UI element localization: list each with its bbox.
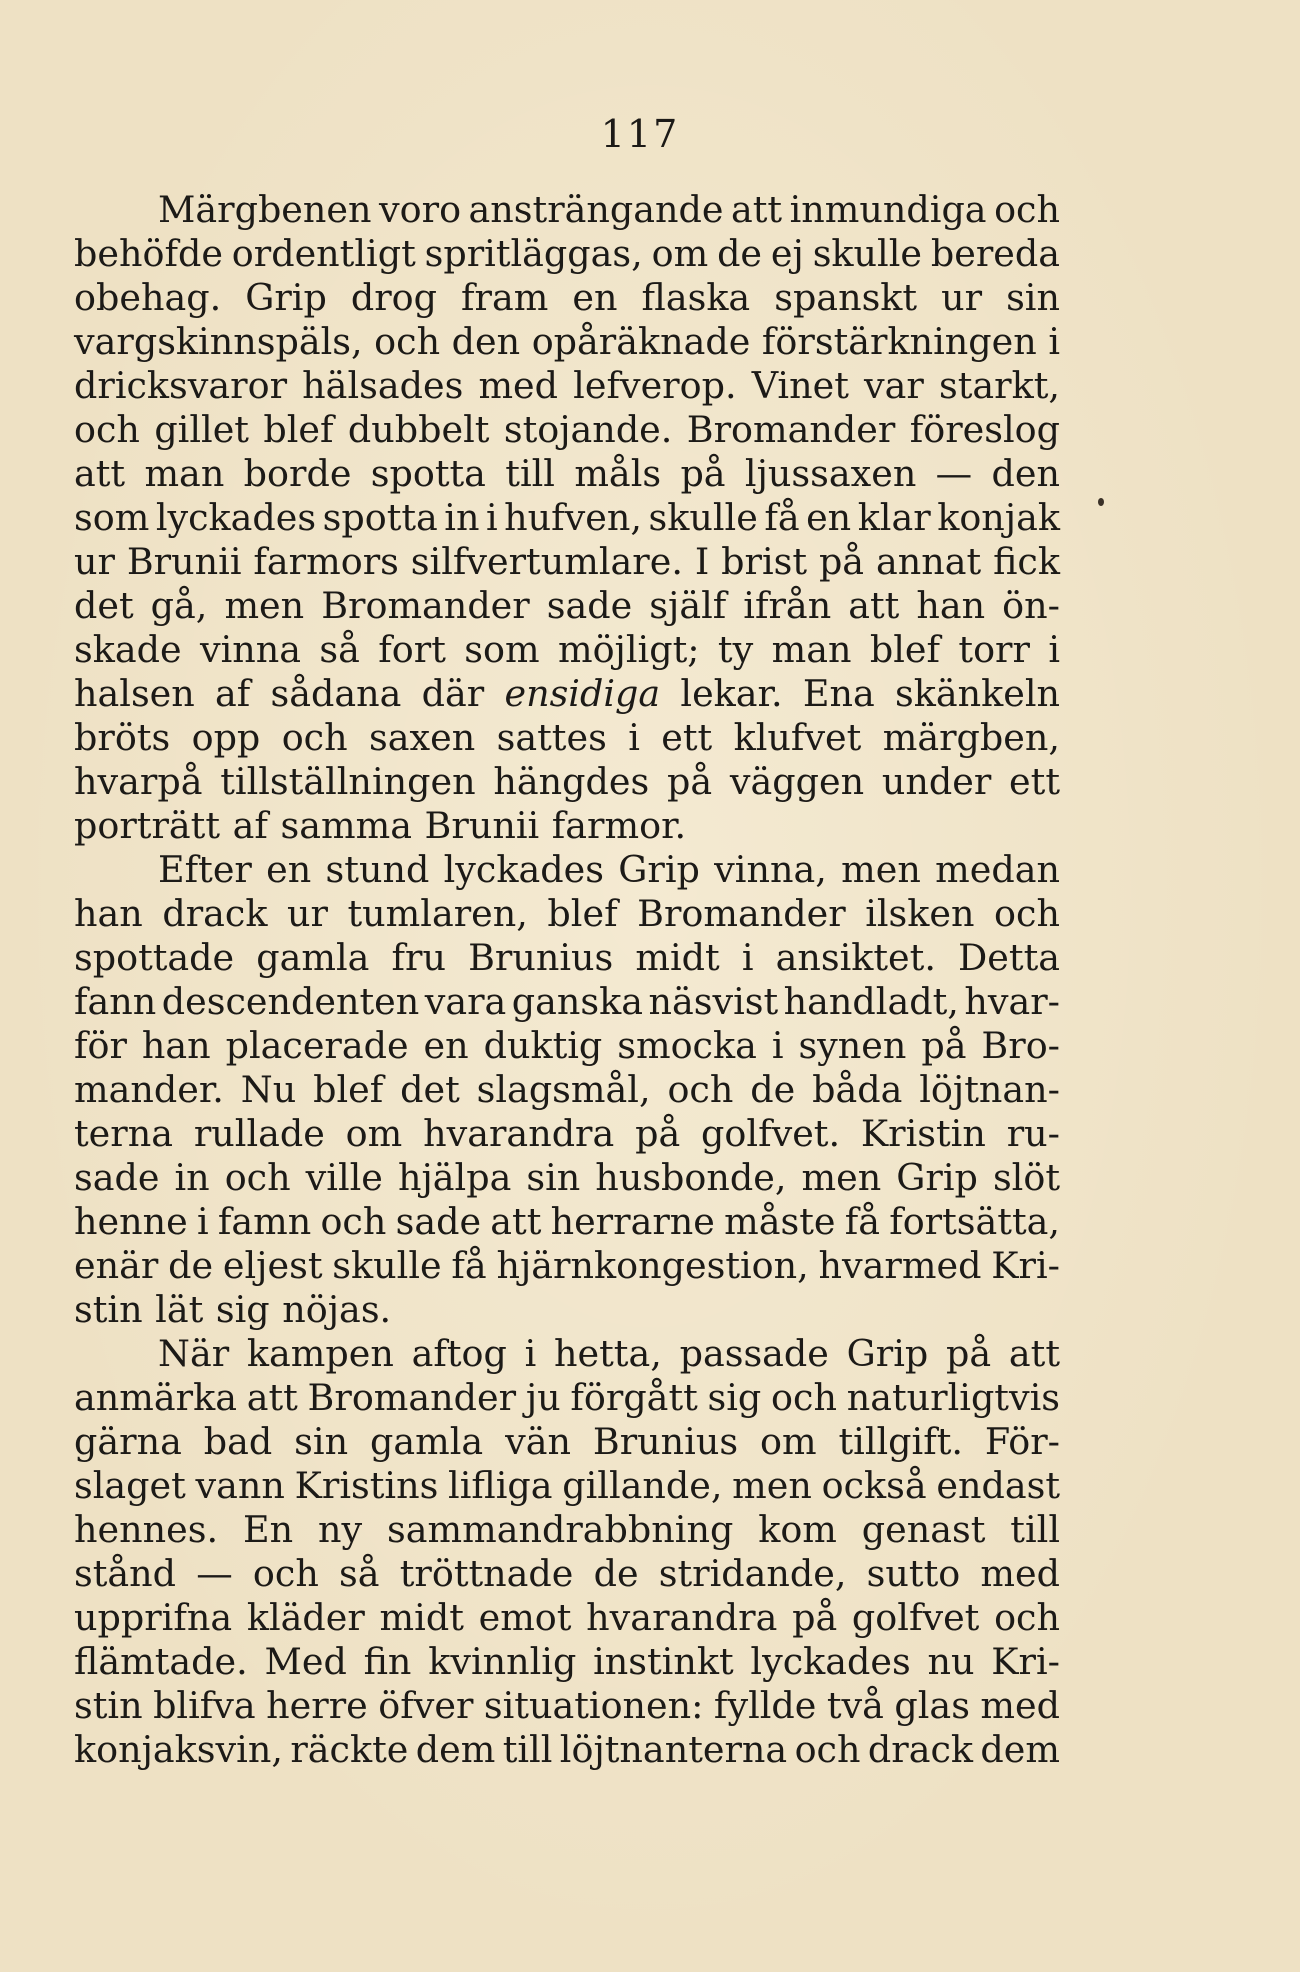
text-line: hennes. En ny sammandrabbning kom genast till	[74, 1508, 1060, 1551]
text-line: henne i famn och sade att herrarne måste få fortsätta,	[74, 1200, 1060, 1243]
text-line: upprifna kläder midt emot hvarandra på golfvet och	[74, 1596, 1060, 1639]
text-line: Märgbenen voro ansträngande att inmundiga och	[158, 188, 1060, 231]
paragraph-3	[74, 1332, 1060, 1772]
text-line: fann descendenten vara ganska näsvist handladt, hvar-	[74, 980, 1060, 1023]
text-segment: halsen af sådana där	[74, 672, 505, 715]
text-line: och gillet blef dubbelt stojande. Bromander föreslog	[74, 408, 1060, 451]
text-line: konjaksvin, räckte dem till löjtnanterna och drack dem	[74, 1728, 1060, 1771]
text-line: dricksvaror hälsades med lefverop. Vinet var starkt,	[74, 364, 1060, 407]
page-number: 117	[600, 112, 680, 156]
italic-word: ensidiga	[504, 672, 661, 715]
text-line: flämtade. Med fin kvinnlig instinkt lyckades nu Kri-	[74, 1640, 1060, 1683]
text-line: för han placerade en duktig smocka i synen på Bro-	[74, 1024, 1060, 1067]
text-line: hvarpå tillställningen hängdes på väggen under ett	[74, 760, 1060, 803]
ink-speck	[1098, 498, 1104, 506]
text-line	[74, 672, 1060, 716]
text-line: som lyckades spotta in i hufven, skulle få en klar konjak	[74, 496, 1060, 539]
text-line: stin blifva herre öfver situationen: fyllde två glas med	[74, 1684, 1060, 1727]
paragraph-1	[74, 188, 1060, 848]
text-line: skade vinna så fort som möjligt; ty man blef torr i	[74, 628, 1060, 671]
text-line: stånd — och så tröttnade de stridande, sutto med	[74, 1552, 1060, 1595]
text-line: ur Brunii farmors silfvertumlare. I brist på annat fick	[74, 540, 1060, 583]
text-line: spottade gamla fru Brunius midt i ansiktet. Detta	[74, 936, 1060, 979]
text-line: Efter en stund lyckades Grip vinna, men medan	[158, 848, 1060, 891]
text-line: sade in och ville hjälpa sin husbonde, men Grip slöt	[74, 1156, 1060, 1199]
text-line: behöfde ordentligt spritläggas, om de ej skulle bereda	[74, 232, 1060, 275]
text-line: det gå, men Bromander sade själf ifrån att han ön-	[74, 584, 1060, 627]
body-text	[74, 188, 1060, 1772]
text-line: stin lät sig nöjas.	[74, 1288, 392, 1331]
text-line: gärna bad sin gamla vän Brunius om tillgift. För-	[74, 1420, 1060, 1463]
text-line: mander. Nu blef det slagsmål, och de båda löjtnan-	[74, 1068, 1060, 1111]
text-line: anmärka att Bromander ju förgått sig och naturligtvis	[74, 1376, 1060, 1419]
text-line: slaget vann Kristins lifliga gillande, men också endast	[74, 1464, 1060, 1507]
text-line: terna rullade om hvarandra på golfvet. Kristin ru-	[74, 1112, 1060, 1155]
text-line: enär de eljest skulle få hjärnkongestion, hvarmed Kri-	[74, 1244, 1060, 1287]
text-line: När kampen aftog i hetta, passade Grip på att	[158, 1332, 1060, 1375]
text-line: bröts opp och saxen sattes i ett klufvet märgben,	[74, 716, 1060, 759]
text-line: obehag. Grip drog fram en flaska spanskt ur sin	[74, 276, 1060, 319]
text-segment: lekar. Ena skänkeln	[660, 672, 1060, 715]
text-line: han drack ur tumlaren, blef Bromander ilsken och	[74, 892, 1060, 935]
text-line: porträtt af samma Brunii farmor.	[74, 804, 687, 847]
paragraph-2	[74, 848, 1060, 1332]
text-line: att man borde spotta till måls på ljussaxen — den	[74, 452, 1060, 495]
text-line: vargskinnspäls, och den opåräknade förstärkningen i	[74, 320, 1060, 363]
